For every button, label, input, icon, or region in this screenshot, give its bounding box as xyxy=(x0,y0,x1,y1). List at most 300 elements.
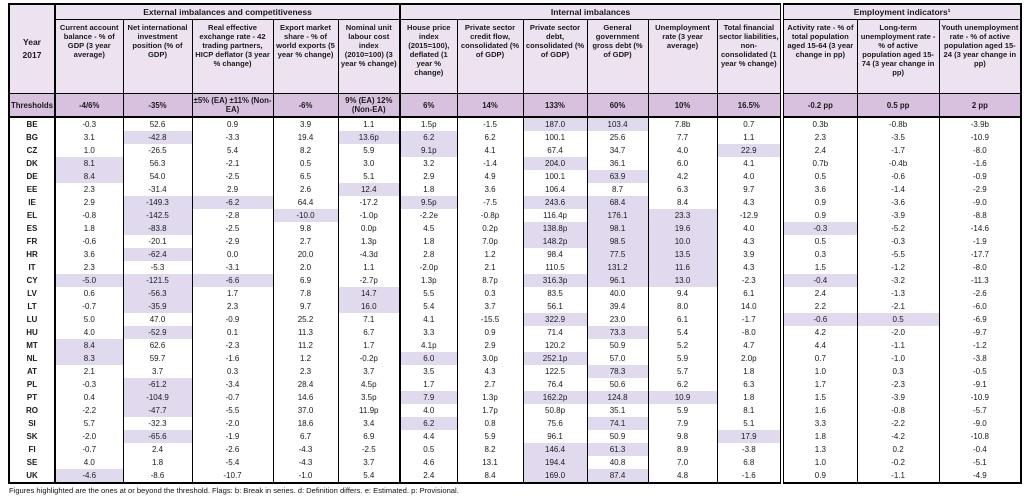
cell-LT-youth-unemployment: -6.0 xyxy=(939,300,1021,313)
cell-ES-youth-unemployment: -14.6 xyxy=(939,222,1021,235)
cell-SE-credit-flow: 13.1 xyxy=(457,456,523,469)
cell-LT-financial-liabilities: 14.0 xyxy=(717,300,782,313)
cell-MT-private-debt: 120.2 xyxy=(523,339,587,352)
cell-UK-export-market-share: -1.0 xyxy=(273,469,338,483)
cell-DK-private-debt: 204.0 xyxy=(523,157,587,170)
cell-SK-long-term-unemployment: -4.2 xyxy=(857,430,939,443)
thresholds-row xyxy=(9,94,1021,118)
cell-EE-niip: -31.4 xyxy=(123,183,192,196)
group-header-internal: Internal imbalances xyxy=(400,4,782,20)
cell-LV-gov-debt: 40.0 xyxy=(587,287,648,300)
cell-RO-credit-flow: 1.7p xyxy=(457,404,523,417)
country-code: CZ xyxy=(9,144,55,157)
cell-FR-nominal-ulc: 1.3p xyxy=(338,235,400,248)
cell-DK-current-account: 8.1 xyxy=(55,157,123,170)
threshold-financial-liabilities: 16.5% xyxy=(717,94,782,118)
cell-LV-credit-flow: 0.3 xyxy=(457,287,523,300)
cell-PL-nominal-ulc: 4.5p xyxy=(338,378,400,391)
cell-BG-long-term-unemployment: -3.5 xyxy=(857,131,939,144)
table-row-FR xyxy=(9,235,1021,248)
cell-DK-long-term-unemployment: -0.4b xyxy=(857,157,939,170)
cell-EL-financial-liabilities: -12.9 xyxy=(717,209,782,222)
cell-CY-youth-unemployment: -11.3 xyxy=(939,274,1021,287)
cell-ES-niip: -83.8 xyxy=(123,222,192,235)
threshold-nominal-ulc: 9% (EA) 12% (Non-EA) xyxy=(338,94,400,118)
cell-DK-house-price: 3.2 xyxy=(400,157,457,170)
cell-IT-gov-debt: 131.2 xyxy=(587,261,648,274)
cell-IE-financial-liabilities: 4.3 xyxy=(717,196,782,209)
cell-RO-current-account: -2.2 xyxy=(55,404,123,417)
cell-EE-reer: 2.9 xyxy=(192,183,273,196)
cell-PT-export-market-share: 14.6 xyxy=(273,391,338,404)
cell-MT-credit-flow: 2.9 xyxy=(457,339,523,352)
cell-LU-nominal-ulc: 7.1 xyxy=(338,313,400,326)
table-row-SE xyxy=(9,456,1021,469)
cell-AT-export-market-share: 2.3 xyxy=(273,365,338,378)
cell-EE-long-term-unemployment: -1.4 xyxy=(857,183,939,196)
cell-IT-financial-liabilities: 4.3 xyxy=(717,261,782,274)
table-row-UK xyxy=(9,469,1021,483)
cell-IE-export-market-share: 64.4 xyxy=(273,196,338,209)
cell-FR-activity-rate: 0.5 xyxy=(782,235,857,248)
cell-DE-reer: -2.5 xyxy=(192,170,273,183)
cell-HU-credit-flow: 0.9 xyxy=(457,326,523,339)
cell-BE-niip: 52.6 xyxy=(123,117,192,131)
table-row-EL xyxy=(9,209,1021,222)
cell-EL-current-account: -0.8 xyxy=(55,209,123,222)
cell-PT-activity-rate: 1.5 xyxy=(782,391,857,404)
cell-ES-reer: -2.5 xyxy=(192,222,273,235)
cell-CZ-reer: 5.4 xyxy=(192,144,273,157)
cell-SE-house-price: 4.6 xyxy=(400,456,457,469)
cell-IT-house-price: -2.0p xyxy=(400,261,457,274)
cell-BG-youth-unemployment: -10.9 xyxy=(939,131,1021,144)
cell-SI-unemployment: 7.9 xyxy=(648,417,717,430)
cell-HU-gov-debt: 73.3 xyxy=(587,326,648,339)
cell-DK-reer: -2.1 xyxy=(192,157,273,170)
cell-FR-long-term-unemployment: -0.3 xyxy=(857,235,939,248)
country-code: DE xyxy=(9,170,55,183)
group-header-row xyxy=(9,4,1021,20)
table-row-FI xyxy=(9,443,1021,456)
threshold-long-term-unemployment: 0.5 pp xyxy=(857,94,939,118)
cell-DK-gov-debt: 36.1 xyxy=(587,157,648,170)
cell-LT-export-market-share: 9.7 xyxy=(273,300,338,313)
col-header-niip: Net international investment position (% of GDP) xyxy=(123,20,192,94)
year-label: Year xyxy=(23,37,41,47)
country-code: PL xyxy=(9,378,55,391)
group-header-external: External imbalances and competitiveness xyxy=(55,4,400,20)
col-header-long-term-unemployment: Long-term unemployment rate - % of active population aged 15-74 (3 year change in pp) xyxy=(857,20,939,94)
cell-CY-export-market-share: 6.9 xyxy=(273,274,338,287)
cell-UK-current-account: -4.6 xyxy=(55,469,123,483)
cell-LV-unemployment: 9.4 xyxy=(648,287,717,300)
cell-SI-house-price: 6.2 xyxy=(400,417,457,430)
cell-SE-financial-liabilities: 6.8 xyxy=(717,456,782,469)
cell-NL-youth-unemployment: -3.8 xyxy=(939,352,1021,365)
cell-DE-niip: 54.0 xyxy=(123,170,192,183)
cell-ES-activity-rate: -0.3 xyxy=(782,222,857,235)
cell-FR-youth-unemployment: -1.9 xyxy=(939,235,1021,248)
cell-AT-financial-liabilities: 1.8 xyxy=(717,365,782,378)
country-code: EL xyxy=(9,209,55,222)
table-row-NL xyxy=(9,352,1021,365)
cell-IT-activity-rate: 1.5 xyxy=(782,261,857,274)
cell-SI-export-market-share: 18.6 xyxy=(273,417,338,430)
cell-HR-long-term-unemployment: -5.5 xyxy=(857,248,939,261)
cell-DK-activity-rate: 0.7b xyxy=(782,157,857,170)
cell-IE-credit-flow: -7.5 xyxy=(457,196,523,209)
cell-FR-reer: -2.9 xyxy=(192,235,273,248)
cell-LU-niip: 47.0 xyxy=(123,313,192,326)
cell-NL-house-price: 6.0 xyxy=(400,352,457,365)
cell-PL-private-debt: 76.4 xyxy=(523,378,587,391)
cell-CZ-current-account: 1.0 xyxy=(55,144,123,157)
threshold-private-debt: 133% xyxy=(523,94,587,118)
cell-LU-private-debt: 322.9 xyxy=(523,313,587,326)
cell-EE-nominal-ulc: 12.4 xyxy=(338,183,400,196)
cell-HR-export-market-share: 20.0 xyxy=(273,248,338,261)
cell-CZ-long-term-unemployment: -1.7 xyxy=(857,144,939,157)
table-row-DK xyxy=(9,157,1021,170)
cell-IE-current-account: 2.9 xyxy=(55,196,123,209)
cell-FI-reer: -2.6 xyxy=(192,443,273,456)
cell-MT-gov-debt: 50.9 xyxy=(587,339,648,352)
cell-BG-activity-rate: 2.3 xyxy=(782,131,857,144)
cell-UK-nominal-ulc: 5.4 xyxy=(338,469,400,483)
cell-CZ-niip: -26.5 xyxy=(123,144,192,157)
cell-FI-youth-unemployment: -0.4 xyxy=(939,443,1021,456)
cell-CZ-financial-liabilities: 22.9 xyxy=(717,144,782,157)
cell-DK-credit-flow: -1.4 xyxy=(457,157,523,170)
cell-IE-activity-rate: 0.9 xyxy=(782,196,857,209)
cell-UK-unemployment: 4.8 xyxy=(648,469,717,483)
cell-SI-reer: -2.0 xyxy=(192,417,273,430)
cell-PT-youth-unemployment: -10.9 xyxy=(939,391,1021,404)
cell-FR-export-market-share: 2.7 xyxy=(273,235,338,248)
col-header-gov-debt: General government gross debt (% of GDP) xyxy=(587,20,648,94)
cell-LV-activity-rate: 2.4 xyxy=(782,287,857,300)
cell-IT-reer: -3.1 xyxy=(192,261,273,274)
cell-EE-private-debt: 106.4 xyxy=(523,183,587,196)
cell-SK-youth-unemployment: -10.8 xyxy=(939,430,1021,443)
cell-SK-gov-debt: 50.9 xyxy=(587,430,648,443)
col-header-credit-flow: Private sector credit flow, consolidated (% of GDP) xyxy=(457,20,523,94)
cell-HR-activity-rate: 0.3 xyxy=(782,248,857,261)
cell-PL-activity-rate: 1.7 xyxy=(782,378,857,391)
col-header-house-price: House price index (2015=100), deflated (1 year % change) xyxy=(400,20,457,94)
cell-AT-long-term-unemployment: 0.3 xyxy=(857,365,939,378)
cell-HU-house-price: 3.3 xyxy=(400,326,457,339)
cell-SI-long-term-unemployment: -2.2 xyxy=(857,417,939,430)
country-code: LV xyxy=(9,287,55,300)
cell-NL-unemployment: 5.9 xyxy=(648,352,717,365)
cell-LV-reer: 1.7 xyxy=(192,287,273,300)
cell-LU-activity-rate: -0.6 xyxy=(782,313,857,326)
cell-LV-nominal-ulc: 14.7 xyxy=(338,287,400,300)
cell-MT-house-price: 4.1p xyxy=(400,339,457,352)
table-row-SI xyxy=(9,417,1021,430)
country-code: AT xyxy=(9,365,55,378)
cell-BE-reer: 0.9 xyxy=(192,117,273,131)
cell-LV-house-price: 5.5 xyxy=(400,287,457,300)
cell-LT-reer: 2.3 xyxy=(192,300,273,313)
cell-RO-private-debt: 50.8p xyxy=(523,404,587,417)
country-code: EE xyxy=(9,183,55,196)
cell-LT-private-debt: 56.1 xyxy=(523,300,587,313)
table-row-BE xyxy=(9,117,1021,131)
cell-PT-niip: -104.9 xyxy=(123,391,192,404)
table-row-LV xyxy=(9,287,1021,300)
cell-LU-youth-unemployment: -6.9 xyxy=(939,313,1021,326)
country-code: NL xyxy=(9,352,55,365)
cell-LU-export-market-share: 25.2 xyxy=(273,313,338,326)
cell-DE-current-account: 8.4 xyxy=(55,170,123,183)
cell-EL-reer: -2.8 xyxy=(192,209,273,222)
cell-MT-reer: -2.3 xyxy=(192,339,273,352)
cell-DE-house-price: 2.9 xyxy=(400,170,457,183)
cell-SE-private-debt: 194.4 xyxy=(523,456,587,469)
col-header-reer: Real effective exchange rate - 42 trading partners, HICP deflator (3 year % change) xyxy=(192,20,273,94)
cell-HU-financial-liabilities: -8.0 xyxy=(717,326,782,339)
cell-AT-activity-rate: 1.0 xyxy=(782,365,857,378)
cell-FR-financial-liabilities: 4.3 xyxy=(717,235,782,248)
cell-SI-gov-debt: 74.1 xyxy=(587,417,648,430)
cell-SI-private-debt: 75.6 xyxy=(523,417,587,430)
cell-MT-youth-unemployment: -1.2 xyxy=(939,339,1021,352)
table-row-BG xyxy=(9,131,1021,144)
table-row-ES xyxy=(9,222,1021,235)
cell-SE-activity-rate: 1.0 xyxy=(782,456,857,469)
cell-MT-long-term-unemployment: -1.1 xyxy=(857,339,939,352)
table-row-CY xyxy=(9,274,1021,287)
cell-NL-niip: 59.7 xyxy=(123,352,192,365)
footnote: Figures highlighted are the ones at or beyond the threshold. Flags: b: Break in series. d: Definition differs. e: Estimated. p: Provisional. xyxy=(9,486,459,495)
cell-NL-current-account: 8.3 xyxy=(55,352,123,365)
col-header-current-account: Current account balance - % of GDP (3 year average) xyxy=(55,20,123,94)
cell-SE-gov-debt: 40.8 xyxy=(587,456,648,469)
cell-EE-export-market-share: 2.6 xyxy=(273,183,338,196)
threshold-gov-debt: 60% xyxy=(587,94,648,118)
cell-HR-youth-unemployment: -17.7 xyxy=(939,248,1021,261)
cell-HU-private-debt: 71.4 xyxy=(523,326,587,339)
cell-SI-current-account: 5.7 xyxy=(55,417,123,430)
cell-IE-niip: -149.3 xyxy=(123,196,192,209)
cell-ES-long-term-unemployment: -5.2 xyxy=(857,222,939,235)
cell-UK-gov-debt: 87.4 xyxy=(587,469,648,483)
cell-HU-youth-unemployment: -9.7 xyxy=(939,326,1021,339)
cell-AT-current-account: 2.1 xyxy=(55,365,123,378)
cell-DK-financial-liabilities: 4.1 xyxy=(717,157,782,170)
cell-NL-private-debt: 252.1p xyxy=(523,352,587,365)
cell-IE-gov-debt: 68.4 xyxy=(587,196,648,209)
cell-BE-long-term-unemployment: -0.8b xyxy=(857,117,939,131)
cell-AT-private-debt: 122.5 xyxy=(523,365,587,378)
cell-IT-long-term-unemployment: -1.2 xyxy=(857,261,939,274)
cell-CZ-export-market-share: 8.2 xyxy=(273,144,338,157)
cell-HU-unemployment: 5.4 xyxy=(648,326,717,339)
year-value: 2017 xyxy=(22,50,42,60)
cell-LT-activity-rate: 2.2 xyxy=(782,300,857,313)
cell-NL-credit-flow: 3.0p xyxy=(457,352,523,365)
cell-HR-house-price: 2.8 xyxy=(400,248,457,261)
cell-HR-reer: 0.0 xyxy=(192,248,273,261)
country-code: FR xyxy=(9,235,55,248)
cell-NL-export-market-share: 1.2 xyxy=(273,352,338,365)
cell-CY-nominal-ulc: -2.7p xyxy=(338,274,400,287)
cell-FR-niip: -20.1 xyxy=(123,235,192,248)
cell-HU-nominal-ulc: 6.7 xyxy=(338,326,400,339)
cell-IT-niip: -5.3 xyxy=(123,261,192,274)
cell-FI-unemployment: 8.9 xyxy=(648,443,717,456)
cell-NL-nominal-ulc: -0.2p xyxy=(338,352,400,365)
country-code: IE xyxy=(9,196,55,209)
cell-EL-export-market-share: -10.0 xyxy=(273,209,338,222)
cell-PL-financial-liabilities: 6.3 xyxy=(717,378,782,391)
cell-UK-niip: -8.6 xyxy=(123,469,192,483)
cell-HR-unemployment: 13.5 xyxy=(648,248,717,261)
country-code: CY xyxy=(9,274,55,287)
cell-IT-unemployment: 11.6 xyxy=(648,261,717,274)
cell-DK-youth-unemployment: -1.6 xyxy=(939,157,1021,170)
threshold-house-price: 6% xyxy=(400,94,457,118)
cell-PT-financial-liabilities: 1.8 xyxy=(717,391,782,404)
cell-CY-activity-rate: -0.4 xyxy=(782,274,857,287)
table-row-HU xyxy=(9,326,1021,339)
cell-PL-long-term-unemployment: -2.3 xyxy=(857,378,939,391)
country-code: SI xyxy=(9,417,55,430)
cell-LU-current-account: 5.0 xyxy=(55,313,123,326)
cell-CY-private-debt: 316.3p xyxy=(523,274,587,287)
cell-FI-gov-debt: 61.3 xyxy=(587,443,648,456)
cell-LU-long-term-unemployment: 0.5 xyxy=(857,313,939,326)
cell-HR-niip: -62.4 xyxy=(123,248,192,261)
cell-IT-private-debt: 110.5 xyxy=(523,261,587,274)
cell-LV-current-account: 0.6 xyxy=(55,287,123,300)
cell-BG-house-price: 6.2 xyxy=(400,131,457,144)
cell-PL-current-account: -0.3 xyxy=(55,378,123,391)
cell-DE-credit-flow: 4.9 xyxy=(457,170,523,183)
cell-SK-house-price: 4.4 xyxy=(400,430,457,443)
cell-PT-credit-flow: 1.3p xyxy=(457,391,523,404)
cell-CY-reer: -6.6 xyxy=(192,274,273,287)
cell-CY-niip: -121.5 xyxy=(123,274,192,287)
cell-ES-house-price: 4.5 xyxy=(400,222,457,235)
cell-IE-nominal-ulc: -17.2 xyxy=(338,196,400,209)
cell-BG-niip: -42.8 xyxy=(123,131,192,144)
cell-IT-nominal-ulc: 1.1 xyxy=(338,261,400,274)
cell-ES-gov-debt: 98.1 xyxy=(587,222,648,235)
threshold-youth-unemployment: 2 pp xyxy=(939,94,1021,118)
col-header-nominal-ulc: Nominal unit labour cost index (2010=100) (3 year % change) xyxy=(338,20,400,94)
cell-RO-gov-debt: 35.1 xyxy=(587,404,648,417)
cell-BE-credit-flow: -1.5 xyxy=(457,117,523,131)
cell-DK-niip: 56.3 xyxy=(123,157,192,170)
cell-RO-nominal-ulc: 11.9p xyxy=(338,404,400,417)
cell-MT-activity-rate: 4.4 xyxy=(782,339,857,352)
table-row-HR xyxy=(9,248,1021,261)
cell-RO-financial-liabilities: 8.1 xyxy=(717,404,782,417)
cell-RO-export-market-share: 37.0 xyxy=(273,404,338,417)
cell-LT-nominal-ulc: 16.0 xyxy=(338,300,400,313)
cell-LU-reer: -0.9 xyxy=(192,313,273,326)
cell-SE-youth-unemployment: -5.1 xyxy=(939,456,1021,469)
cell-AT-nominal-ulc: 3.7 xyxy=(338,365,400,378)
cell-CZ-credit-flow: 4.1 xyxy=(457,144,523,157)
cell-FR-current-account: -0.6 xyxy=(55,235,123,248)
cell-FI-export-market-share: -4.3 xyxy=(273,443,338,456)
cell-FR-credit-flow: 7.0p xyxy=(457,235,523,248)
cell-LU-unemployment: 6.1 xyxy=(648,313,717,326)
table-row-PT xyxy=(9,391,1021,404)
cell-HU-export-market-share: 11.3 xyxy=(273,326,338,339)
cell-RO-long-term-unemployment: -0.8 xyxy=(857,404,939,417)
table-row-DE xyxy=(9,170,1021,183)
cell-PT-nominal-ulc: 3.5p xyxy=(338,391,400,404)
cell-BG-gov-debt: 25.6 xyxy=(587,131,648,144)
table-row-MT xyxy=(9,339,1021,352)
country-code: MT xyxy=(9,339,55,352)
cell-SI-credit-flow: 0.8 xyxy=(457,417,523,430)
cell-NL-long-term-unemployment: -1.0 xyxy=(857,352,939,365)
cell-NL-reer: -1.6 xyxy=(192,352,273,365)
cell-CZ-gov-debt: 34.7 xyxy=(587,144,648,157)
cell-SI-financial-liabilities: 5.1 xyxy=(717,417,782,430)
cell-HR-current-account: 3.6 xyxy=(55,248,123,261)
cell-EL-nominal-ulc: -1.0p xyxy=(338,209,400,222)
threshold-unemployment: 10% xyxy=(648,94,717,118)
cell-CY-gov-debt: 96.1 xyxy=(587,274,648,287)
country-code: PT xyxy=(9,391,55,404)
cell-EE-house-price: 1.8 xyxy=(400,183,457,196)
cell-DE-gov-debt: 63.9 xyxy=(587,170,648,183)
cell-LV-export-market-share: 7.8 xyxy=(273,287,338,300)
cell-IT-credit-flow: 2.1 xyxy=(457,261,523,274)
cell-CY-long-term-unemployment: -3.2 xyxy=(857,274,939,287)
cell-MT-financial-liabilities: 4.7 xyxy=(717,339,782,352)
cell-LU-financial-liabilities: -1.7 xyxy=(717,313,782,326)
threshold-reer: ±5% (EA) ±11% (Non-EA) xyxy=(192,94,273,118)
cell-UK-credit-flow: 8.4 xyxy=(457,469,523,483)
cell-DK-nominal-ulc: 3.0 xyxy=(338,157,400,170)
cell-AT-reer: 0.3 xyxy=(192,365,273,378)
cell-CY-house-price: 1.3p xyxy=(400,274,457,287)
cell-ES-credit-flow: 0.2p xyxy=(457,222,523,235)
cell-MT-unemployment: 5.2 xyxy=(648,339,717,352)
cell-EE-youth-unemployment: -2.9 xyxy=(939,183,1021,196)
cell-SI-niip: -32.3 xyxy=(123,417,192,430)
cell-HU-reer: 0.1 xyxy=(192,326,273,339)
cell-RO-youth-unemployment: -5.7 xyxy=(939,404,1021,417)
cell-MT-niip: 62.6 xyxy=(123,339,192,352)
cell-PT-unemployment: 10.9 xyxy=(648,391,717,404)
cell-UK-private-debt: 169.0 xyxy=(523,469,587,483)
thresholds-label: Thresholds xyxy=(9,94,55,118)
year-header-cell xyxy=(9,4,55,94)
cell-SE-long-term-unemployment: -0.2 xyxy=(857,456,939,469)
cell-FI-financial-liabilities: -3.8 xyxy=(717,443,782,456)
cell-MT-export-market-share: 11.2 xyxy=(273,339,338,352)
cell-FR-private-debt: 148.2p xyxy=(523,235,587,248)
cell-PL-gov-debt: 50.6 xyxy=(587,378,648,391)
cell-DK-unemployment: 6.0 xyxy=(648,157,717,170)
cell-RO-unemployment: 5.9 xyxy=(648,404,717,417)
cell-HR-gov-debt: 77.5 xyxy=(587,248,648,261)
scoreboard-page xyxy=(0,3,1024,499)
country-code: SK xyxy=(9,430,55,443)
cell-CZ-private-debt: 67.4 xyxy=(523,144,587,157)
cell-HU-activity-rate: 4.2 xyxy=(782,326,857,339)
